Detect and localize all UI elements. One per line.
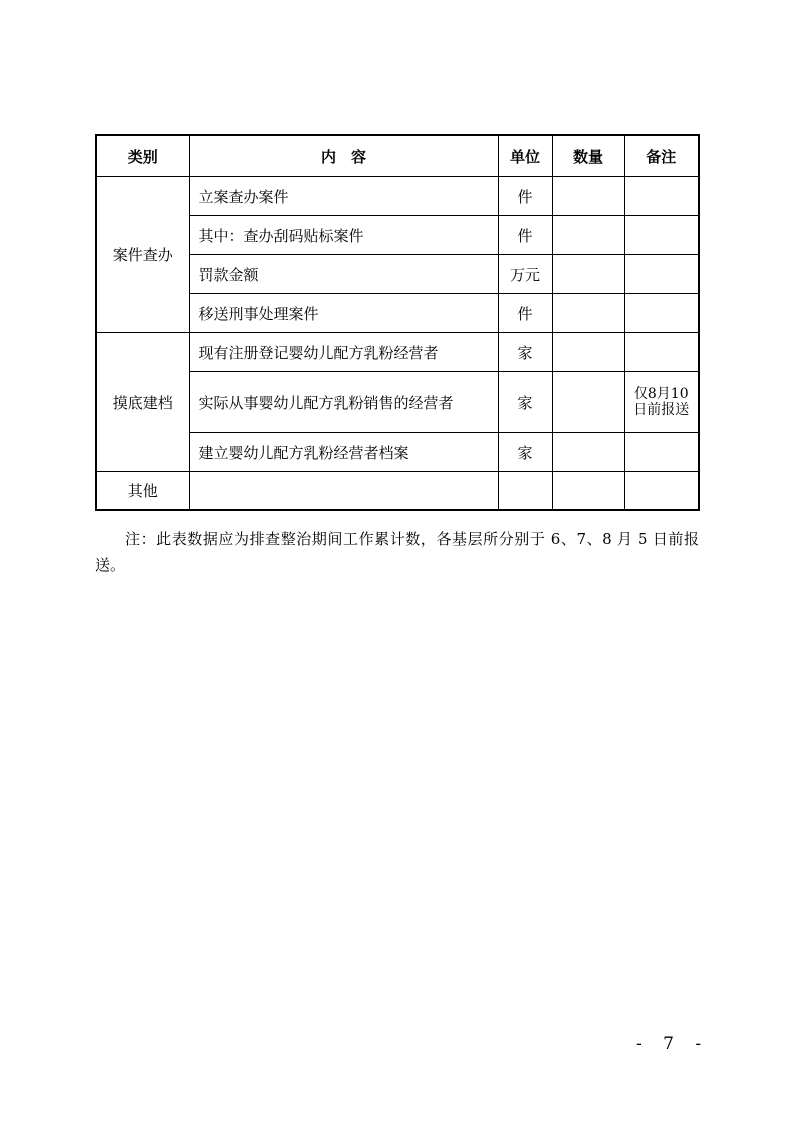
remark-cell[interactable]	[624, 294, 699, 333]
table-row	[96, 472, 699, 511]
quantity-cell[interactable]	[552, 372, 624, 433]
unit-cell: 家	[498, 333, 552, 372]
quantity-cell[interactable]	[552, 472, 624, 511]
quantity-cell[interactable]	[552, 333, 624, 372]
unit-cell: 件	[498, 294, 552, 333]
remark-cell[interactable]	[624, 216, 699, 255]
content-cell: 其中：查办刮码贴标案件	[189, 216, 498, 255]
quantity-cell[interactable]	[552, 216, 624, 255]
category-cell: 其他	[96, 472, 189, 511]
remark-cell[interactable]	[624, 472, 699, 511]
quantity-cell[interactable]	[552, 177, 624, 216]
unit-cell: 件	[498, 177, 552, 216]
table-header-row	[96, 135, 699, 177]
remark-cell[interactable]: 仅8月10日前报送	[624, 372, 699, 433]
category-cell: 摸底建档	[96, 333, 189, 472]
header-category: 类别	[96, 135, 189, 177]
unit-cell: 家	[498, 433, 552, 472]
unit-cell: 件	[498, 216, 552, 255]
remark-cell[interactable]	[624, 255, 699, 294]
content-cell: 罚款金额	[189, 255, 498, 294]
quantity-cell[interactable]	[552, 294, 624, 333]
statistics-table	[95, 134, 700, 511]
content-cell: 立案查办案件	[189, 177, 498, 216]
header-unit: 单位	[498, 135, 552, 177]
category-cell: 案件查办	[96, 177, 189, 333]
header-content: 内 容	[189, 135, 498, 177]
header-remark: 备注	[624, 135, 699, 177]
quantity-cell[interactable]	[552, 433, 624, 472]
remark-cell[interactable]	[624, 433, 699, 472]
unit-cell: 家	[498, 372, 552, 433]
content-cell: 移送刑事处理案件	[189, 294, 498, 333]
content-cell[interactable]	[189, 472, 498, 511]
quantity-cell[interactable]	[552, 255, 624, 294]
unit-cell[interactable]	[498, 472, 552, 511]
content-cell: 实际从事婴幼儿配方乳粉销售的经营者	[189, 372, 498, 433]
header-quantity: 数量	[552, 135, 624, 177]
remark-cell[interactable]	[624, 333, 699, 372]
page-number: - 7 -	[636, 1034, 710, 1054]
footnote: 注：此表数据应为排查整治期间工作累计数，各基层所分别于 6、7、8 月 5 日前报送。	[95, 530, 699, 574]
unit-cell: 万元	[498, 255, 552, 294]
content-cell: 建立婴幼儿配方乳粉经营者档案	[189, 433, 498, 472]
table-row	[96, 177, 699, 216]
table-row	[96, 333, 699, 372]
content-cell: 现有注册登记婴幼儿配方乳粉经营者	[189, 333, 498, 372]
remark-cell[interactable]	[624, 177, 699, 216]
